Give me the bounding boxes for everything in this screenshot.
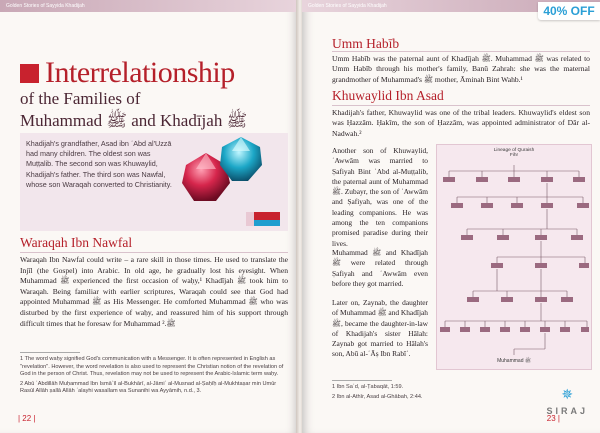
siraj-logo-text: SIRAJ [546,406,588,416]
footnote-right-2: 2 Ibn al-Athīr, Asad al-Ghābah, 2:44. [332,393,423,400]
decor-bar-pink [246,212,254,226]
chapter-title: Interrelationship [45,56,235,89]
intro-text: Khadijah's grandfather, Asad ibn ʿAbd al'Uzzā had many children. The oldest son was Muṭṭalib. The second son was Khuwaylid, Khadijah's father. The third son was Nawfal, whose son Waraqah converted to Christianity. [26,139,172,189]
column-text-awwam: Another son of Khuwaylid, ʿAwwām was married to Ṣafiyah Bint ʿAbd al-Muṭṭalib, the paternal aunt of Muhammad ﷺ. Zubayr, the son of ʿAwwām and Ṣafiyah, was one of the leading companions. He was among the ten companions promised paradise during their lives. [332,146,428,248]
section-heading-umm-habib: Umm Habīb [332,36,400,51]
body-text-khuwaylid: Khadijah's father, Khuwaylid was one of the tribal leaders. Khuwaylid's eldest son was Ḥazzām. Ḥakīm, the son of Ḥazzām, was appointed administrator of Dār al-Nadwah.² [332,108,590,138]
footnote-2: 2 Abū ʿAbdillāh Muḥammad Ibn Ismāʿīl al-Bukhārī, al-Jāmiʿ al-Musnad al-Ṣaḥīḥ al-Mukhtaṣar min Umūr Rasūl Allāh ṣallā Allāh ʿalayhi wasallam wa Sunanihi wa Ayyāmih, n.d., 3. [20,380,277,395]
section-heading-khuwaylid: Khuwaylid Ibn Asad [332,88,444,103]
lineage-title-text: Lineage of Quraish [493,148,535,153]
lineage-root-text: Fihr [509,153,519,158]
column-text-zaynab: Later on, Zaynab, the daughter of Muhammad ﷺ and Khadījah ﷺ, became the daughter-in-law of Khadijah's sister Hālah: Zaynab got married to Hālah's son, Abū al-ʿĀṣ Ibn Rabīʿ. [332,298,428,359]
siraj-watermark [546,387,588,419]
section-rule-umm [332,51,590,52]
section-rule-khu [332,105,590,106]
lineage-tree-figure [436,144,592,370]
footnote-right-1: 1 Ibn Saʿd, al-Ṭabaqāt, 1:59. [332,384,404,390]
right-page [302,0,600,433]
siraj-logo-icon: ✵ [561,386,574,402]
footnote-rule-right [332,380,392,381]
column-text-related: Muhammad ﷺ and Khadījah ﷺ were related through Ṣafiyah and ʿAwwām even before they got married. [332,248,428,288]
page-number-left: | 22 | [18,414,36,423]
intro-box [20,133,288,231]
lineage-tree-title [437,148,591,158]
page-number-right: 23 | [546,414,560,423]
footnotes-left [20,356,288,398]
running-head-right: Golden Stories of Sayyida Khadijah [302,0,600,12]
title-red-square [20,64,39,83]
decor-bar-blue [254,220,280,226]
body-text-waraqah: Waraqah Ibn Nawfal could write – a rare skill in those times. He used to translate the Injīl (the Gospel) into Arabic. In old age, he gradually lost his eyesight. When Muhammad ﷺ experienced the first occasion of waḥy,¹ Khadījah ﷺ took him to Waraqah. Being familiar with earlier scriptures, Waraqah could see that God had appointed Muhammad ﷺ as His Messenger. He comforted Muhammad ﷺ who was disturbed by the first experience of waḥy, and reassured him of his support through difficult times that he foresaw for Muhammad ﷺ.² [20,255,289,328]
blue-gem-image [218,135,264,183]
running-head-left: Golden Stories of Sayyida Khadijah [0,0,298,12]
lineage-tree-diagram [437,145,591,369]
discount-badge: 40% OFF [538,2,600,20]
decor-bar-red [254,212,280,220]
footnote-1: 1 The word waḥy signified God's communication with a Messenger. It is often represented in English as "revelation". However, the word revelation is also used to represent the Christian notion of the revelation of God in the person of Christ. Thus, revelation may not be used to represent the Arabic-Islamic term waḥy. [20,356,284,378]
left-page [0,0,298,433]
chapter-subtitle-line-2: Muhammad ﷺ and Khadījah ﷺ [20,111,248,130]
body-text-umm-habib: Umm Habīb was the paternal aunt of Khadījah ﷺ. Muhammad ﷺ was related to Umm Habīb through his mother's family, Banū Zahrah: she was the maternal grandmother of Muhammad's ﷺ mother, Āminah Bint Wahb.¹ [332,54,590,84]
chapter-subtitle-line-1: of the Families of [20,89,141,108]
section-heading-waraqah: Waraqah Ibn Nawfal [20,235,133,250]
footnote-rule [20,352,80,353]
section-rule [20,252,288,253]
lineage-tree-leaf: Muhammad ﷺ [497,358,531,364]
